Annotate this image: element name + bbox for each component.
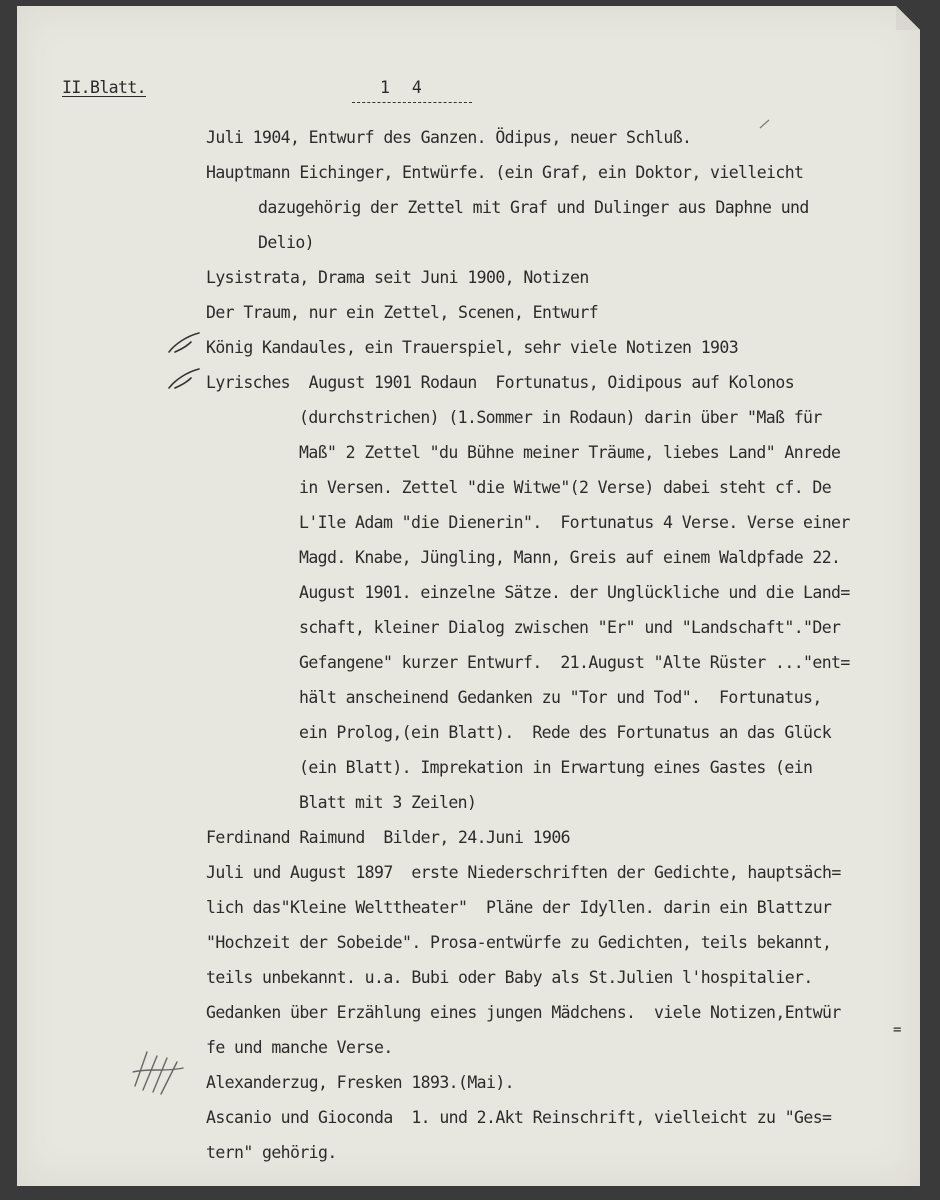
folded-corner [896,6,920,30]
text-line: dazugehörig der Zettel mit Graf und Dulinger aus Daphne und [258,198,809,217]
text-line: hält anscheinend Gedanken zu "Tor und Tod". Fortunatus, [299,688,822,707]
text-line: Delio) [258,233,315,252]
text-line: ein Prolog,(ein Blatt). Rede des Fortunatus an das Glück [299,723,832,742]
text-line: Blatt mit 3 Zeilen) [299,793,477,812]
text-line: Ascanio und Gioconda 1. und 2.Akt Reinschrift, vielleicht zu "Ges= [206,1108,832,1127]
text-line: Lyrisches August 1901 Rodaun Fortunatus, Oidipous auf Kolonos [206,373,795,392]
text-line: König Kandaules, ein Trauerspiel, sehr viele Notizen 1903 [206,338,739,357]
pencil-mark-icon [758,118,772,130]
marginal-equals-mark: = [893,1022,901,1038]
text-line: tern" gehörig. [206,1143,337,1162]
checkmark-icon [165,330,205,358]
text-line: August 1901. einzelne Sätze. der Unglückliche und die Land= [299,583,850,602]
text-line: (ein Blatt). Imprekation in Erwartung eines Gastes (ein [299,758,813,777]
text-line: Ferdinand Raimund Bilder, 24.Juni 1906 [206,828,571,847]
text-line: fe und manche Verse. [206,1038,393,1057]
text-line: Maß" 2 Zettel "du Bühne meiner Träume, liebes Land" Anrede [299,443,841,462]
text-line: Hauptmann Eichinger, Entwürfe. (ein Graf, ein Doktor, vielleicht [206,163,804,182]
text-line: "Hochzeit der Sobeide". Prosa-entwürfe zu Gedichten, teils bekannt, [206,933,832,952]
text-line: schaft, kleiner Dialog zwischen "Er" und "Landschaft"."Der [299,618,841,637]
text-line: Alexanderzug, Fresken 1893.(Mai). [206,1073,515,1092]
text-line: Der Traum, nur ein Zettel, Scenen, Entwurf [206,303,599,322]
text-line: Juli 1904, Entwurf des Ganzen. Ödipus, neuer Schluß. [206,128,692,147]
document-page [17,6,920,1186]
text-line: Magd. Knabe, Jüngling, Mann, Greis auf einem Waldpfade 22. [299,548,841,567]
page-number-underline [352,102,472,103]
text-line: teils unbekannt. u.a. Bubi oder Baby als St.Julien l'hospitalier. [206,968,813,987]
page-number: 1 4 [380,78,428,97]
text-line: Juli und August 1897 erste Niederschriften der Gedichte, hauptsäch= [206,863,841,882]
text-line: L'Ile Adam "die Dienerin". Fortunatus 4 Verse. Verse einer [299,513,850,532]
checkmark-icon [165,366,205,394]
text-line: (durchstrichen) (1.Sommer in Rodaun) darin über "Maß für [299,408,822,427]
sheet-label: II.Blatt. [62,78,147,97]
text-line: Gefangene" kurzer Entwurf. 21.August "Alte Rüster ..."ent= [299,653,850,672]
text-line: in Versen. Zettel "die Witwe"(2 Verse) dabei steht cf. De [299,478,832,497]
text-line: Lysistrata, Drama seit Juni 1900, Notizen [206,268,589,287]
pencil-scribble-icon [129,1042,191,1098]
text-line: Gedanken über Erzählung eines jungen Mädchens. viele Notizen,Entwür [206,1003,841,1022]
text-line: lich das"Kleine Welttheater" Pläne der Idyllen. darin ein Blattzur [206,898,832,917]
